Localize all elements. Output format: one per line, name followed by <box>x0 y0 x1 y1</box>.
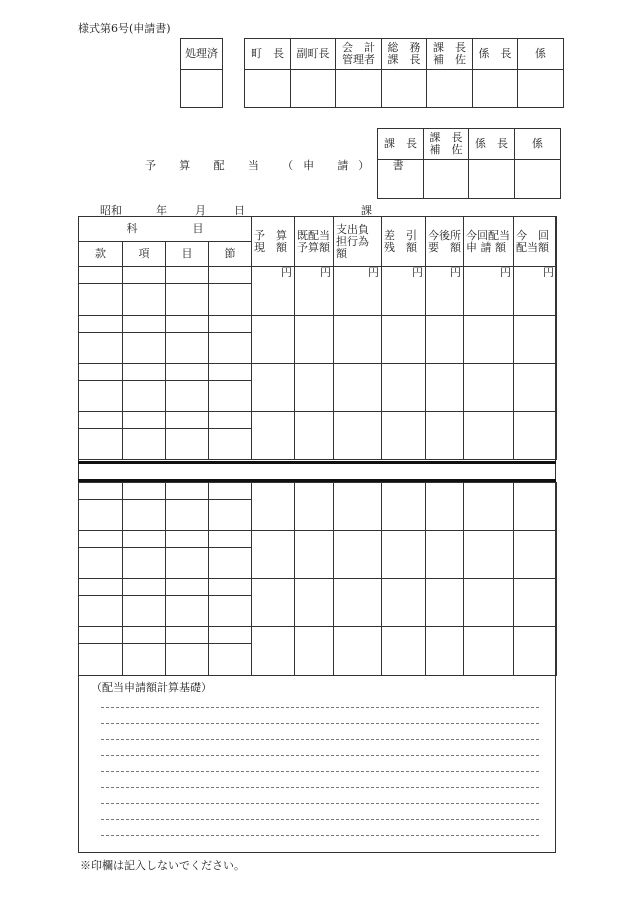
category-cell[interactable] <box>209 333 252 364</box>
category-cell[interactable] <box>209 316 252 333</box>
amount-cell[interactable] <box>426 531 464 579</box>
category-cell[interactable] <box>166 284 209 316</box>
approval-stamp-cell-4[interactable] <box>427 70 473 108</box>
year-label: 年 <box>156 204 167 217</box>
amount-cell[interactable] <box>426 412 464 460</box>
category-cell[interactable] <box>166 483 209 500</box>
basis-writing-line[interactable] <box>101 739 539 740</box>
amount-cell[interactable] <box>252 483 295 531</box>
sub-header-1: 項 <box>123 242 166 267</box>
lower-entry-table <box>78 482 557 676</box>
amount-header-5: 今回配当 申 請 額 <box>464 217 514 267</box>
amount-cell[interactable] <box>514 412 557 460</box>
basis-writing-line[interactable] <box>101 771 539 772</box>
category-cell[interactable] <box>79 316 123 333</box>
amount-cell[interactable] <box>252 627 295 676</box>
yen-unit[interactable]: 円 <box>334 267 382 316</box>
approval-stamp-cell-6[interactable] <box>518 70 564 108</box>
category-cell[interactable] <box>209 429 252 460</box>
section-approver-label-3: 係 <box>515 129 561 160</box>
category-cell[interactable] <box>123 412 166 429</box>
amount-cell[interactable] <box>334 579 382 627</box>
amount-cell[interactable] <box>464 579 514 627</box>
basis-writing-line[interactable] <box>101 803 539 804</box>
amount-cell[interactable] <box>426 316 464 364</box>
category-cell[interactable] <box>166 548 209 579</box>
category-cell[interactable] <box>166 579 209 596</box>
category-cell[interactable] <box>123 500 166 531</box>
yen-unit[interactable]: 円 <box>382 267 426 316</box>
era-label: 昭和 <box>100 204 122 217</box>
approver-label-6: 係 <box>518 39 564 70</box>
category-cell[interactable] <box>79 596 123 627</box>
amount-cell[interactable] <box>426 627 464 676</box>
yen-unit[interactable]: 円 <box>426 267 464 316</box>
yen-unit[interactable]: 円 <box>514 267 557 316</box>
approval-stamp-cell-2[interactable] <box>336 70 382 108</box>
category-cell[interactable] <box>166 381 209 412</box>
processed-stamp-box <box>180 38 223 108</box>
amount-cell[interactable] <box>464 483 514 531</box>
month-label: 月 <box>195 204 206 217</box>
amount-cell[interactable] <box>382 316 426 364</box>
amount-cell[interactable] <box>334 483 382 531</box>
category-cell[interactable] <box>209 500 252 531</box>
yen-unit[interactable]: 円 <box>464 267 514 316</box>
category-cell[interactable] <box>209 381 252 412</box>
amount-cell[interactable] <box>464 627 514 676</box>
category-cell[interactable] <box>79 381 123 412</box>
category-cell[interactable] <box>209 483 252 500</box>
amount-cell[interactable] <box>382 627 426 676</box>
category-cell[interactable] <box>123 429 166 460</box>
section-approver-label-0: 課 長 <box>378 129 424 160</box>
category-cell[interactable] <box>123 596 166 627</box>
category-cell[interactable] <box>166 596 209 627</box>
approver-label-0: 町 長 <box>245 39 291 70</box>
yen-unit[interactable]: 円 <box>252 267 295 316</box>
approver-label-5: 係 長 <box>473 39 518 70</box>
category-cell[interactable] <box>123 364 166 381</box>
approver-label-1: 副町長 <box>291 39 336 70</box>
form-number: 様式第6号(申請書) <box>78 22 171 35</box>
category-cell[interactable] <box>123 284 166 316</box>
footer-note: ※印欄は記入しないでください。 <box>80 859 245 872</box>
amount-cell[interactable] <box>295 627 334 676</box>
amount-cell[interactable] <box>382 531 426 579</box>
category-cell[interactable] <box>79 483 123 500</box>
category-cell[interactable] <box>209 627 252 644</box>
amount-cell[interactable] <box>514 364 557 412</box>
category-cell[interactable] <box>79 500 123 531</box>
category-cell[interactable] <box>79 644 123 676</box>
amount-header-4: 今後所 要 額 <box>426 217 464 267</box>
approval-stamp-cell-3[interactable] <box>382 70 427 108</box>
amount-cell[interactable] <box>514 316 557 364</box>
amount-cell[interactable] <box>514 531 557 579</box>
amount-cell[interactable] <box>295 316 334 364</box>
amount-cell[interactable] <box>464 316 514 364</box>
category-cell[interactable] <box>209 267 252 284</box>
document-title: 予 算 配 当 （申 請） 書 <box>145 159 414 172</box>
category-cell[interactable] <box>166 267 209 284</box>
approval-stamp-cell-0[interactable] <box>245 70 291 108</box>
sub-header-3: 節 <box>209 242 252 267</box>
amount-cell[interactable] <box>334 412 382 460</box>
category-cell[interactable] <box>123 381 166 412</box>
category-cell[interactable] <box>209 579 252 596</box>
yen-unit[interactable]: 円 <box>295 267 334 316</box>
amount-cell[interactable] <box>514 627 557 676</box>
amount-cell[interactable] <box>295 483 334 531</box>
amount-cell[interactable] <box>334 627 382 676</box>
basis-writing-line[interactable] <box>101 787 539 788</box>
separator-line-1 <box>78 461 556 464</box>
amount-cell[interactable] <box>426 579 464 627</box>
amount-cell[interactable] <box>514 483 557 531</box>
amount-header-1: 既配当 予算額 <box>295 217 334 267</box>
category-cell[interactable] <box>123 627 166 644</box>
amount-cell[interactable] <box>382 483 426 531</box>
section-stamp-cell-0[interactable] <box>378 160 424 199</box>
basis-writing-line[interactable] <box>101 819 539 820</box>
category-cell[interactable] <box>123 531 166 548</box>
amount-cell[interactable] <box>334 364 382 412</box>
category-cell[interactable] <box>166 500 209 531</box>
category-cell[interactable] <box>79 627 123 644</box>
category-cell[interactable] <box>123 333 166 364</box>
sub-header-2: 目 <box>166 242 209 267</box>
category-cell[interactable] <box>166 412 209 429</box>
basis-writing-line[interactable] <box>101 723 539 724</box>
category-cell[interactable] <box>209 548 252 579</box>
amount-cell[interactable] <box>334 531 382 579</box>
category-cell[interactable] <box>166 429 209 460</box>
category-cell[interactable] <box>209 644 252 676</box>
amount-cell[interactable] <box>252 316 295 364</box>
amount-header-3: 差 引 残 額 <box>382 217 426 267</box>
budget-table <box>78 216 556 853</box>
amount-cell[interactable] <box>382 412 426 460</box>
amount-cell[interactable] <box>295 364 334 412</box>
section-stamp-cell-2[interactable] <box>469 160 515 199</box>
amount-cell[interactable] <box>426 364 464 412</box>
category-cell[interactable] <box>166 316 209 333</box>
amount-cell[interactable] <box>464 412 514 460</box>
category-cell[interactable] <box>79 284 123 316</box>
amount-cell[interactable] <box>382 364 426 412</box>
category-cell[interactable] <box>123 267 166 284</box>
upper-entry-table <box>78 216 557 460</box>
category-cell[interactable] <box>166 627 209 644</box>
category-cell[interactable] <box>123 548 166 579</box>
amount-cell[interactable] <box>295 531 334 579</box>
category-cell[interactable] <box>123 483 166 500</box>
amount-header-0: 予 算 現 額 <box>252 217 295 267</box>
approval-stamp-cell-5[interactable] <box>473 70 518 108</box>
amount-cell[interactable] <box>252 412 295 460</box>
category-cell[interactable] <box>166 333 209 364</box>
approver-label-2: 会 計 管理者 <box>336 39 382 70</box>
basis-writing-line[interactable] <box>101 707 539 708</box>
processed-stamp-cell[interactable] <box>181 70 223 108</box>
category-cell[interactable] <box>209 412 252 429</box>
category-cell[interactable] <box>79 548 123 579</box>
section-approver-label-2: 係 長 <box>469 129 515 160</box>
category-cell[interactable] <box>209 364 252 381</box>
category-cell[interactable] <box>166 644 209 676</box>
calculation-basis-label: （配当申請額計算基礎） <box>91 681 212 694</box>
section-stamp-cell-1[interactable] <box>424 160 469 199</box>
amount-cell[interactable] <box>464 364 514 412</box>
amount-cell[interactable] <box>514 579 557 627</box>
category-cell[interactable] <box>166 531 209 548</box>
category-cell[interactable] <box>79 429 123 460</box>
category-cell[interactable] <box>209 596 252 627</box>
category-cell[interactable] <box>209 531 252 548</box>
amount-header-6: 今 回 配当額 <box>514 217 557 267</box>
category-cell[interactable] <box>123 579 166 596</box>
approver-label-4: 課 長 補 佐 <box>427 39 473 70</box>
amount-cell[interactable] <box>252 531 295 579</box>
top-approval-table <box>244 38 564 108</box>
section-stamp-cell-3[interactable] <box>515 160 561 199</box>
amount-cell[interactable] <box>295 579 334 627</box>
amount-cell[interactable] <box>252 364 295 412</box>
amount-cell[interactable] <box>252 579 295 627</box>
category-cell[interactable] <box>123 644 166 676</box>
category-cell[interactable] <box>79 579 123 596</box>
category-cell[interactable] <box>79 364 123 381</box>
category-header: 科 目 <box>79 217 252 242</box>
section-approval-table <box>377 128 561 199</box>
department-label: 課 <box>361 204 372 217</box>
category-cell[interactable] <box>79 412 123 429</box>
amount-cell[interactable] <box>382 579 426 627</box>
category-cell[interactable] <box>79 267 123 284</box>
amount-header-2: 支出負 担行為 額 <box>334 217 382 267</box>
sub-header-0: 款 <box>79 242 123 267</box>
category-cell[interactable] <box>166 364 209 381</box>
category-cell[interactable] <box>123 316 166 333</box>
category-cell[interactable] <box>79 333 123 364</box>
amount-cell[interactable] <box>464 531 514 579</box>
category-cell[interactable] <box>79 531 123 548</box>
section-approver-label-1: 課 長 補 佐 <box>424 129 469 160</box>
category-cell[interactable] <box>209 284 252 316</box>
approver-label-3: 総 務 課 長 <box>382 39 427 70</box>
approval-stamp-cell-1[interactable] <box>291 70 336 108</box>
basis-writing-line[interactable] <box>101 835 539 836</box>
basis-writing-line[interactable] <box>101 755 539 756</box>
amount-cell[interactable] <box>334 316 382 364</box>
processed-label: 処理済 <box>181 39 223 70</box>
day-label: 日 <box>234 204 245 217</box>
amount-cell[interactable] <box>295 412 334 460</box>
amount-cell[interactable] <box>426 483 464 531</box>
